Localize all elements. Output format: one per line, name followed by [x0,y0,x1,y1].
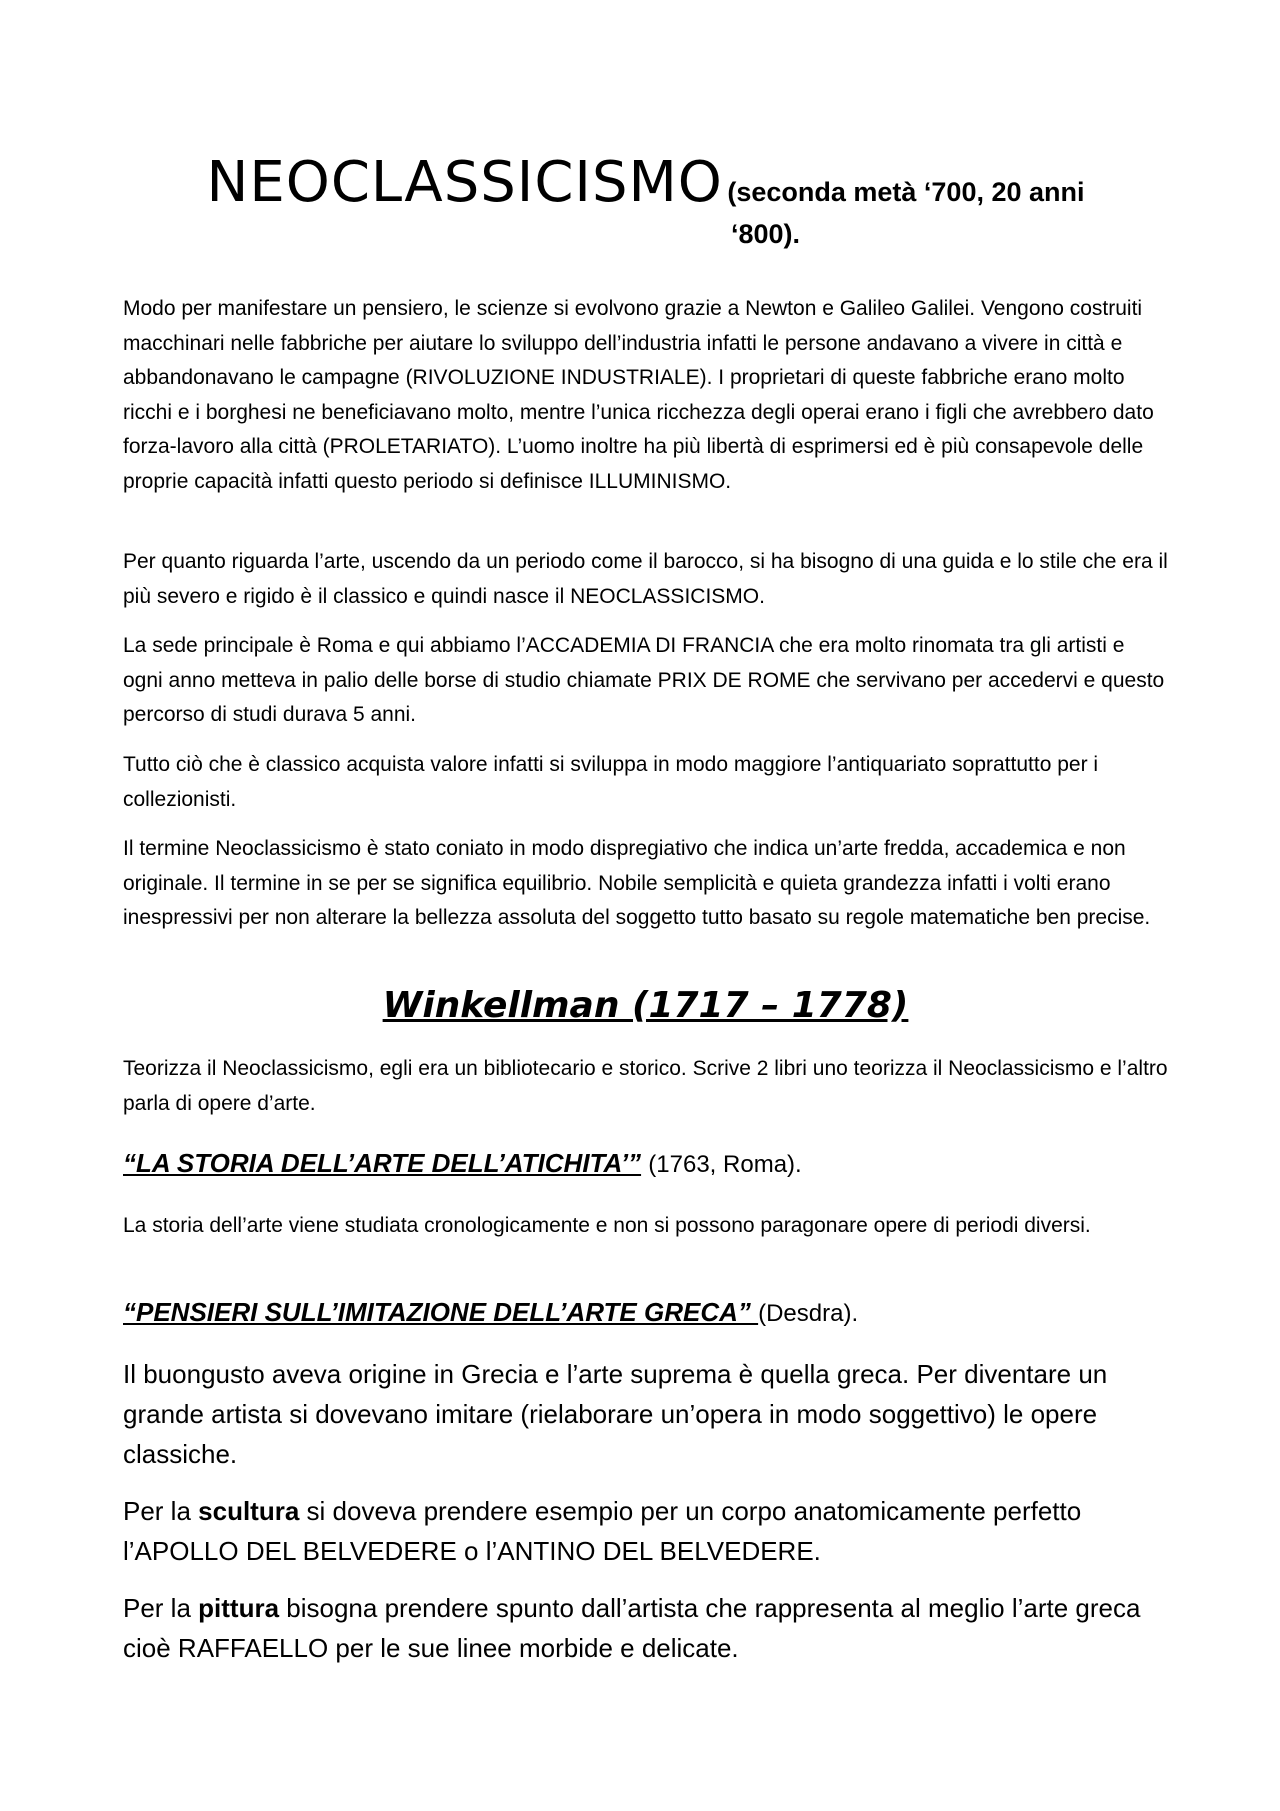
title-date-range: (seconda metà ‘700, 20 anni [727,177,1085,207]
pittura-post: bisogna prendere spunto dall’artista che rappresenta al meglio l’arte greca cioè RAFFAELLO per le sue linee morbide e delicate. [123,1593,1141,1663]
paragraph-accademia: La sede principale è Roma e qui abbiamo l’ACCADEMIA DI FRANCIA che era molto rinomata tra gli artisti e ogni anno metteva in palio delle borse di studio chiamate PRIX DE ROME che servivano per accedervi e questo percorso di studi durava 5 anni. [123,634,1165,726]
paragraph-buongusto: Il buongusto aveva origine in Grecia e l’arte suprema è quella greca. Per diventare un grande artista si dovevano imitare (rielaborare un’opera in modo soggettivo) le opere classiche. [123,1359,1108,1469]
title-date-range-continued: ‘800). [730,219,801,249]
paragraph-pittura [123,1588,1168,1668]
paragraph-termine: Il termine Neoclassicismo è stato coniato in modo dispregiativo che indica un’arte fredda, accademica e non originale. Il termine in se per se significa equilibrio. Nobile semplicità e quieta grandezza infatti i volti erano inespressivi per non alterare la bellezza assoluta del soggetto tutto basato su regole matematiche ben precise. [123,837,1151,929]
paragraph-storia: La storia dell’arte viene studiata cronologicamente e non si possono paragonare opere di periodi diversi. [123,1214,1091,1237]
book-title-pensieri: “PENSIERI SULL’IMITAZIONE DELL’ARTE GRECA” [123,1297,759,1327]
book-title-storia: “LA STORIA DELL’ARTE DELL’ATICHITA’” [123,1148,642,1178]
title-block [123,150,1168,250]
book-heading-pensieri [123,1297,1168,1328]
scultura-pre: Per la [123,1496,199,1526]
section-heading-winkellman: Winkellman (1717 – 1778) [382,985,909,1026]
scultura-bold: scultura [198,1496,300,1526]
book-info-pensieri: (Desdra). [758,1300,859,1327]
scultura-post: si doveva prendere esempio per un corpo anatomicamente perfetto l’APOLLO DEL BELVEDERE o l’ANTINO DEL BELVEDERE. [123,1496,1082,1566]
book-info-storia: (1763, Roma). [648,1151,802,1178]
paragraph-intro: Modo per manifestare un pensiero, le scienze si evolvono grazie a Newton e Galileo Galilei. Vengono costruiti macchinari nelle fabbriche per aiutare lo sviluppo dell’industria infatti le persone andavano a vivere in città e abbandonavano le campagne (RIVOLUZIONE INDUSTRIALE). I proprietari di queste fabbriche erano molto ricchi e i borghesi ne beneficiavano molto, mentre l’unica ricchezza degli operai erano i figli che avrebbero dato forza-lavoro alla città (PROLETARIATO). L’uomo inoltre ha più libertà di esprimersi ed è più consapevole delle proprie capacità infatti questo periodo si definisce ILLUMINISMO. [123,297,1154,493]
page-title: NEOCLASSICISMO [206,150,723,215]
pittura-bold: pittura [198,1593,280,1623]
paragraph-winkellman-intro: Teorizza il Neoclassicismo, egli era un bibliotecario e storico. Scrive 2 libri uno teorizza il Neoclassicismo e l’altro parla di opere d’arte. [123,1057,1168,1115]
paragraph-antiquariato: Tutto ciò che è classico acquista valore infatti si sviluppa in modo maggiore l’antiquariato soprattutto per i collezionisti. [123,753,1099,811]
book-heading-storia [123,1148,1168,1179]
paragraph-scultura [123,1491,1168,1571]
paragraph-arte: Per quanto riguarda l’arte, uscendo da un periodo come il barocco, si ha bisogno di una guida e lo stile che era il più severo e rigido è il classico e quindi nasce il NEOCLASSICISMO. [123,550,1168,608]
pittura-pre: Per la [123,1593,199,1623]
